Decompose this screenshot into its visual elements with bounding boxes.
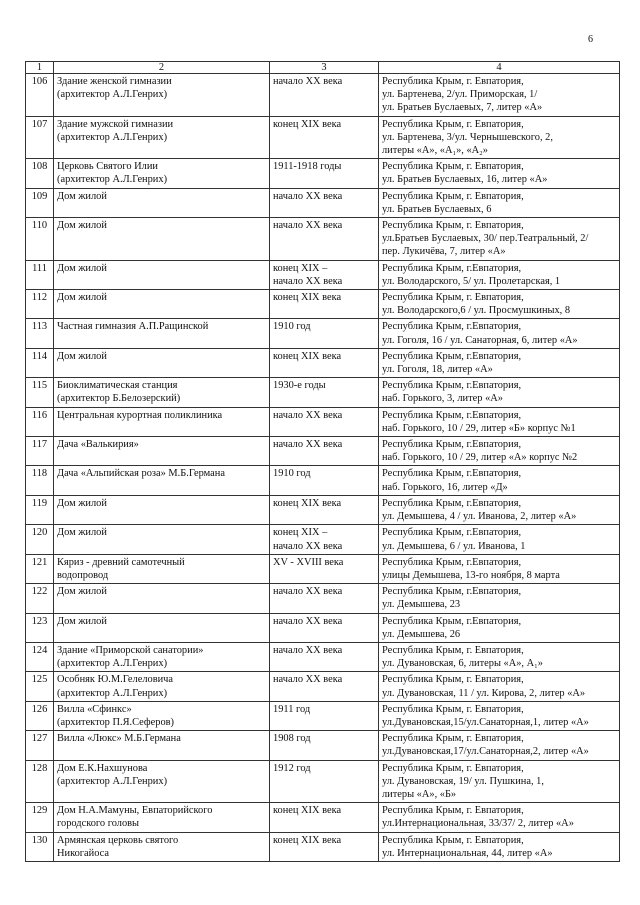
site-name-line: Здание мужской гимназии bbox=[57, 118, 174, 130]
site-name-line: (архитектор А.Л.Генрих) bbox=[57, 658, 168, 670]
site-address bbox=[379, 159, 620, 188]
site-name-line: городского головы bbox=[57, 818, 140, 830]
site-period bbox=[270, 466, 379, 495]
site-address bbox=[379, 348, 620, 377]
site-name-line: Дом жилой bbox=[57, 497, 107, 509]
site-name bbox=[54, 760, 270, 803]
site-period bbox=[270, 832, 379, 861]
row-number: 119 bbox=[26, 495, 54, 524]
site-period-line: начало XX века bbox=[273, 190, 343, 202]
site-name-line: Никогайоса bbox=[57, 847, 110, 859]
row-number: 124 bbox=[26, 642, 54, 671]
site-address-line: Республика Крым, г.Евпатория, bbox=[382, 497, 522, 509]
site-period bbox=[270, 378, 379, 407]
site-address bbox=[379, 260, 620, 289]
site-period-line: конец XIX века bbox=[273, 497, 342, 509]
site-address bbox=[379, 832, 620, 861]
site-name bbox=[54, 672, 270, 701]
site-name bbox=[54, 466, 270, 495]
site-address-line: ул. Володарского, 5/ ул. Пролетарская, 1 bbox=[382, 275, 561, 287]
site-name-line: Кяриз - древний самотечный bbox=[57, 556, 185, 568]
page-number: 6 bbox=[588, 34, 593, 45]
table-row bbox=[26, 760, 620, 803]
site-address-line: ул. Демышева, 26 bbox=[382, 628, 461, 640]
site-period-line: конец XIX века bbox=[273, 118, 342, 130]
site-period bbox=[270, 584, 379, 613]
site-period-line: 1912 год bbox=[273, 762, 311, 774]
site-name-line: Дом жилой bbox=[57, 190, 107, 202]
site-name-line: Вилла «Люкс» М.Б.Германа bbox=[57, 733, 181, 745]
site-address-line: ул. Братьев Буслаевых, 6 bbox=[382, 203, 492, 215]
site-address-line: Республика Крым, г.Евпатория, bbox=[382, 527, 522, 539]
site-name bbox=[54, 348, 270, 377]
site-address bbox=[379, 701, 620, 730]
site-address bbox=[379, 525, 620, 554]
site-address-line: Республика Крым, г. Евпатория, bbox=[382, 762, 524, 774]
site-address-line: Республика Крым, г. Евпатория, bbox=[382, 834, 524, 846]
site-name bbox=[54, 319, 270, 348]
site-address-line: Республика Крым, г. Евпатория, bbox=[382, 292, 524, 304]
site-address-line: ул. Демышева, 4 / ул. Иванова, 2, литер «А» bbox=[382, 511, 577, 523]
site-name bbox=[54, 378, 270, 407]
table-row bbox=[26, 525, 620, 554]
row-number: 128 bbox=[26, 760, 54, 803]
site-name-line: Дом жилой bbox=[57, 262, 107, 274]
site-name-line: Биоклиматическая станция bbox=[57, 380, 178, 392]
site-address-line: ул. Дувановская, 19/ ул. Пушкина, 1, bbox=[382, 775, 544, 787]
site-address bbox=[379, 495, 620, 524]
site-address-line: Республика Крым, г. Евпатория, bbox=[382, 76, 524, 87]
site-address-line: Республика Крым, г.Евпатория, bbox=[382, 468, 522, 480]
site-period-line: конец XIX века bbox=[273, 292, 342, 304]
site-address-line: ул. Братьев Буслаевых, 16, литер «А» bbox=[382, 174, 548, 186]
table-row bbox=[26, 466, 620, 495]
site-address-line: ул. Володарского,6 / ул. Просмушкиных, 8 bbox=[382, 305, 571, 317]
table-row bbox=[26, 348, 620, 377]
site-address-line: ул. Братьев Буслаевых, 7, литер «А» bbox=[382, 102, 543, 114]
site-period-line: 1910 год bbox=[273, 321, 311, 333]
table-row bbox=[26, 116, 620, 159]
row-number: 123 bbox=[26, 613, 54, 642]
site-name-line: Дача «Альпийская роза» М.Б.Германа bbox=[57, 468, 225, 480]
site-address-line: наб. Горького, 3, литер «А» bbox=[382, 393, 503, 405]
row-number: 120 bbox=[26, 525, 54, 554]
site-name-line: Частная гимназия А.П.Ращинской bbox=[57, 321, 209, 333]
site-period bbox=[270, 218, 379, 261]
site-name-line: (архитектор Б.Белозерский) bbox=[57, 393, 181, 405]
row-number: 117 bbox=[26, 437, 54, 466]
site-period bbox=[270, 188, 379, 217]
site-name bbox=[54, 613, 270, 642]
table-row bbox=[26, 613, 620, 642]
site-address-line: ул.Братьев Буслаевых, 30/ пер.Театральный, 2/ bbox=[382, 233, 589, 245]
site-address-line: наб. Горького, 16, литер «Д» bbox=[382, 481, 508, 493]
site-address-line: Республика Крым, г. Евпатория, bbox=[382, 703, 524, 715]
table-row bbox=[26, 701, 620, 730]
site-address-line: ул. Дувановская, 6, литеры «А», А₁» bbox=[382, 658, 543, 670]
site-name bbox=[54, 159, 270, 188]
site-name-line: Центральная курортная поликлиника bbox=[57, 409, 223, 421]
table-row bbox=[26, 319, 620, 348]
site-period-line: 1910 год bbox=[273, 468, 311, 480]
row-number: 118 bbox=[26, 466, 54, 495]
site-address bbox=[379, 613, 620, 642]
row-number: 129 bbox=[26, 803, 54, 832]
site-name bbox=[54, 407, 270, 436]
site-address-line: ул. Дувановская, 11 / ул. Кирова, 2, литер «А» bbox=[382, 687, 586, 699]
site-name bbox=[54, 260, 270, 289]
column-header-name: 2 bbox=[54, 62, 270, 74]
site-address bbox=[379, 407, 620, 436]
site-address-line: ул. Демышева, 23 bbox=[382, 599, 461, 611]
table-row bbox=[26, 290, 620, 319]
site-period bbox=[270, 319, 379, 348]
row-number: 112 bbox=[26, 290, 54, 319]
row-number: 130 bbox=[26, 832, 54, 861]
site-period-line: 1930-е годы bbox=[273, 380, 326, 392]
site-address-line: Республика Крым, г.Евпатория, bbox=[382, 439, 522, 451]
row-number: 111 bbox=[26, 260, 54, 289]
site-address-line: ул. Бартенева, 2/ул. Приморская, 1/ bbox=[382, 89, 538, 101]
site-address bbox=[379, 188, 620, 217]
table-row bbox=[26, 642, 620, 671]
site-address bbox=[379, 760, 620, 803]
row-number: 127 bbox=[26, 731, 54, 760]
site-address-line: пер. Лукичёва, 7, литер «А» bbox=[382, 246, 506, 258]
row-number: 126 bbox=[26, 701, 54, 730]
site-period-line: начало XX века bbox=[273, 439, 343, 451]
site-name-line: (архитектор А.Л.Генрих) bbox=[57, 89, 168, 101]
site-address-line: Республика Крым, г.Евпатория, bbox=[382, 586, 522, 598]
site-period bbox=[270, 495, 379, 524]
site-name-line: (архитектор А.Л.Генрих) bbox=[57, 775, 168, 787]
site-address-line: ул. Гоголя, 16 / ул. Санаторная, 6, литер «А» bbox=[382, 334, 578, 346]
site-period bbox=[270, 701, 379, 730]
site-address bbox=[379, 672, 620, 701]
site-address-line: Республика Крым, г.Евпатория, bbox=[382, 262, 522, 274]
site-address-line: Республика Крым, г. Евпатория, bbox=[382, 674, 524, 686]
site-name-line: Дом Е.К.Нахшунова bbox=[57, 762, 148, 774]
row-number: 107 bbox=[26, 116, 54, 159]
site-address-line: Республика Крым, г. Евпатория, bbox=[382, 220, 524, 232]
site-name-line: водопровод bbox=[57, 569, 109, 581]
site-address bbox=[379, 584, 620, 613]
site-address-line: ул.Интернациональная, 33/37/ 2, литер «А» bbox=[382, 818, 574, 830]
row-number: 115 bbox=[26, 378, 54, 407]
site-address-line: Республика Крым, г. Евпатория, bbox=[382, 161, 524, 173]
table-row bbox=[26, 260, 620, 289]
site-address-line: Республика Крым, г.Евпатория, bbox=[382, 380, 522, 392]
row-number: 106 bbox=[26, 74, 54, 117]
table-row bbox=[26, 437, 620, 466]
row-number: 108 bbox=[26, 159, 54, 188]
site-address bbox=[379, 803, 620, 832]
site-name bbox=[54, 188, 270, 217]
site-name-line: Дом жилой bbox=[57, 586, 107, 598]
site-name bbox=[54, 495, 270, 524]
site-period-line: конец XIX – bbox=[273, 262, 328, 274]
site-address bbox=[379, 642, 620, 671]
table-body bbox=[26, 74, 620, 862]
site-address-line: Республика Крым, г.Евпатория, bbox=[382, 409, 522, 421]
site-address-line: наб. Горького, 10 / 29, литер «А» корпус №2 bbox=[382, 452, 578, 464]
site-period bbox=[270, 554, 379, 583]
table-row bbox=[26, 584, 620, 613]
site-name bbox=[54, 642, 270, 671]
site-name bbox=[54, 554, 270, 583]
site-address-line: Республика Крым, г.Евпатория, bbox=[382, 350, 522, 362]
site-address-line: литеры «А», «А₁», «А₂» bbox=[382, 145, 488, 157]
row-number: 121 bbox=[26, 554, 54, 583]
site-period-line: начало XX века bbox=[273, 615, 343, 627]
site-name-line: Здание женской гимназии bbox=[57, 76, 172, 87]
site-name-line: Здание «Приморской санатории» bbox=[57, 644, 204, 656]
site-period bbox=[270, 672, 379, 701]
site-name bbox=[54, 584, 270, 613]
site-name-line: Особняк Ю.М.Гелеловича bbox=[57, 674, 174, 686]
site-address-line: Республика Крым, г. Евпатория, bbox=[382, 733, 524, 745]
site-period-line: конец XIX века bbox=[273, 350, 342, 362]
site-address-line: Республика Крым, г. Евпатория, bbox=[382, 644, 524, 656]
site-name bbox=[54, 116, 270, 159]
site-address-line: ул.Дувановская,17/ул.Санаторная,2, литер «А» bbox=[382, 746, 589, 758]
site-address-line: Республика Крым, г.Евпатория, bbox=[382, 321, 522, 333]
site-period-line: начало XX века bbox=[273, 275, 343, 287]
site-name-line: (архитектор А.Л.Генрих) bbox=[57, 174, 168, 186]
site-period-line: начало XX века bbox=[273, 409, 343, 421]
site-period bbox=[270, 642, 379, 671]
site-address bbox=[379, 466, 620, 495]
site-name-line: Вилла «Сфинкс» bbox=[57, 703, 132, 715]
row-number: 116 bbox=[26, 407, 54, 436]
site-period bbox=[270, 116, 379, 159]
site-name bbox=[54, 74, 270, 117]
site-period-line: конец XIX века bbox=[273, 834, 342, 846]
site-address-line: ул. Гоголя, 18, литер «А» bbox=[382, 364, 493, 376]
site-period-line: 1911-1918 годы bbox=[273, 161, 342, 173]
site-address bbox=[379, 437, 620, 466]
site-address-line: Республика Крым, г. Евпатория, bbox=[382, 805, 524, 817]
site-period-line: 1908 год bbox=[273, 733, 311, 745]
site-period bbox=[270, 407, 379, 436]
row-number: 122 bbox=[26, 584, 54, 613]
row-number: 113 bbox=[26, 319, 54, 348]
site-name-line: Дом жилой bbox=[57, 220, 107, 232]
site-period bbox=[270, 74, 379, 117]
site-period-line: конец XIX века bbox=[273, 805, 342, 817]
table-row bbox=[26, 495, 620, 524]
site-address bbox=[379, 554, 620, 583]
column-header-number: 1 bbox=[26, 62, 54, 74]
site-period-line: XV - XVIII века bbox=[273, 556, 344, 568]
site-address-line: ул. Интернациональная, 44, литер «А» bbox=[382, 847, 553, 859]
table-row bbox=[26, 803, 620, 832]
site-address bbox=[379, 74, 620, 117]
site-name bbox=[54, 731, 270, 760]
site-name bbox=[54, 437, 270, 466]
site-address-line: наб. Горького, 10 / 29, литер «Б» корпус №1 bbox=[382, 422, 576, 434]
site-name-line: Дача «Валькирия» bbox=[57, 439, 139, 451]
site-period bbox=[270, 525, 379, 554]
site-address-line: ул.Дувановская,15/ул.Санаторная,1, литер «А» bbox=[382, 716, 589, 728]
site-address-line: литеры «А», «Б» bbox=[382, 788, 457, 800]
site-address bbox=[379, 378, 620, 407]
site-name-line: Дом жилой bbox=[57, 292, 107, 304]
site-address bbox=[379, 290, 620, 319]
column-header-address: 4 bbox=[379, 62, 620, 74]
site-period-line: начало XX века bbox=[273, 586, 343, 598]
table-row bbox=[26, 159, 620, 188]
site-period bbox=[270, 159, 379, 188]
site-name bbox=[54, 832, 270, 861]
table-row bbox=[26, 731, 620, 760]
table-row bbox=[26, 378, 620, 407]
site-period-line: начало XX века bbox=[273, 76, 343, 87]
site-address-line: Республика Крым, г. Евпатория, bbox=[382, 190, 524, 202]
table-header-row bbox=[26, 62, 620, 74]
site-name-line: Армянская церковь святого bbox=[57, 834, 179, 846]
column-header-period: 3 bbox=[270, 62, 379, 74]
site-period bbox=[270, 803, 379, 832]
site-period-line: начало XX века bbox=[273, 540, 343, 552]
table-row bbox=[26, 554, 620, 583]
table-row bbox=[26, 832, 620, 861]
site-period bbox=[270, 760, 379, 803]
table-row bbox=[26, 407, 620, 436]
site-address bbox=[379, 116, 620, 159]
table-row bbox=[26, 188, 620, 217]
site-period-line: начало XX века bbox=[273, 220, 343, 232]
site-address-line: ул. Демышева, 6 / ул. Иванова, 1 bbox=[382, 540, 526, 552]
site-name-line: (архитектор П.Я.Сеферов) bbox=[57, 716, 175, 728]
site-name-line: Дом жилой bbox=[57, 527, 107, 539]
site-period-line: начало XX века bbox=[273, 644, 343, 656]
site-period bbox=[270, 731, 379, 760]
site-address bbox=[379, 731, 620, 760]
site-name-line: (архитектор А.Л.Генрих) bbox=[57, 131, 168, 143]
site-name bbox=[54, 290, 270, 319]
site-address-line: улицы Демышева, 13-го ноября, 8 марта bbox=[382, 569, 560, 581]
table-row bbox=[26, 218, 620, 261]
table-row bbox=[26, 74, 620, 117]
site-period bbox=[270, 260, 379, 289]
site-name-line: Церковь Святого Илии bbox=[57, 161, 158, 173]
site-address bbox=[379, 319, 620, 348]
site-period bbox=[270, 348, 379, 377]
site-name bbox=[54, 525, 270, 554]
site-name-line: Дом жилой bbox=[57, 350, 107, 362]
site-address-line: Республика Крым, г.Евпатория, bbox=[382, 556, 522, 568]
row-number: 125 bbox=[26, 672, 54, 701]
site-period bbox=[270, 437, 379, 466]
site-period-line: 1911 год bbox=[273, 703, 311, 715]
site-name-line: Дом Н.А.Мамуны, Евпаторийского bbox=[57, 805, 213, 817]
site-period bbox=[270, 290, 379, 319]
row-number: 110 bbox=[26, 218, 54, 261]
site-name-line: Дом жилой bbox=[57, 615, 107, 627]
site-name bbox=[54, 218, 270, 261]
site-address-line: Республика Крым, г. Евпатория, bbox=[382, 118, 524, 130]
table-row bbox=[26, 672, 620, 701]
site-name-line: (архитектор А.Л.Генрих) bbox=[57, 687, 168, 699]
site-period-line: начало XX века bbox=[273, 674, 343, 686]
site-period bbox=[270, 613, 379, 642]
site-address-line: ул. Бартенева, 3/ул. Чернышевского, 2, bbox=[382, 131, 553, 143]
site-period-line: конец XIX – bbox=[273, 527, 328, 539]
heritage-sites-table bbox=[25, 61, 620, 862]
row-number: 109 bbox=[26, 188, 54, 217]
site-address-line: Республика Крым, г.Евпатория, bbox=[382, 615, 522, 627]
site-name bbox=[54, 803, 270, 832]
site-name bbox=[54, 701, 270, 730]
site-address bbox=[379, 218, 620, 261]
row-number: 114 bbox=[26, 348, 54, 377]
